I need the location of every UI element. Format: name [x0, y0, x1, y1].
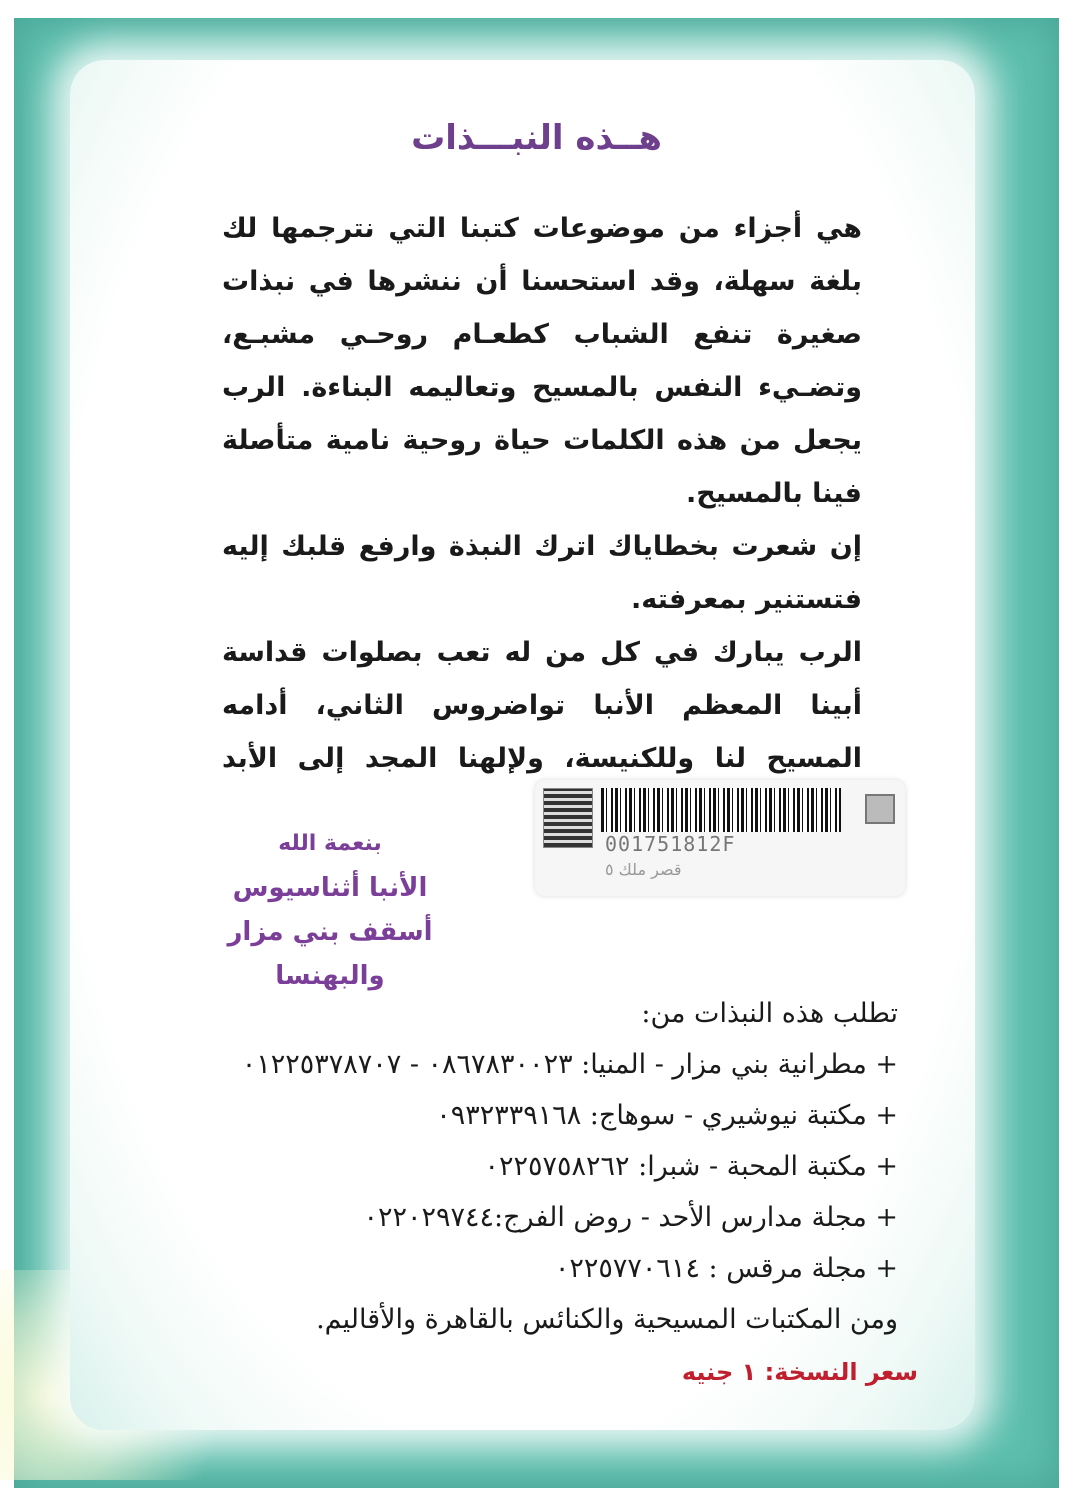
signature-line-2: الأنبا أثناسيوس — [232, 873, 428, 903]
order-item: + مجلة مرقس : ٠٢٢٥٧٧٠٦١٤ — [554, 1253, 898, 1284]
barcode-sticker — [535, 780, 905, 896]
barcode-icon — [601, 788, 841, 832]
sticker-mark-icon — [865, 794, 895, 824]
order-info — [140, 988, 898, 1345]
sticker-label: قصر ملك ٥ — [605, 860, 682, 879]
order-item: + مكتبة المحبة - شبرا: ٠٢٢٥٧٥٨٢٦٢ — [484, 1151, 898, 1182]
signature-line-3: أسقف بني مزار والبهنسا — [227, 917, 433, 991]
barcode-number: 001751812F — [605, 832, 736, 856]
order-item: + مطرانية بني مزار - المنيا: ٠٨٦٧٨٣٠٠٢٣ - ٠١٢٢٥٣٧٨٧٠٧ — [241, 1049, 898, 1080]
page-title: هــذه النبـــذات — [411, 118, 662, 158]
price-label: سعر النسخة: ١ جنيه — [681, 1358, 918, 1386]
signature-line-1: بنعمة الله — [278, 831, 382, 856]
order-heading: تطلب هذه النبذات من: — [641, 998, 898, 1029]
intro-text — [222, 202, 862, 838]
intro-paragraph-1: هي أجزاء من موضوعات كتبنا التي نترجمها لك بلغة سهلة، وقد استحسنا أن ننشرها في نبذات صغيرة تنفع الشباب كطعـام روحـي مشبـع، وتضـيء النفس بالمسيح وتعاليمه البناءة. الرب يجعل من هذه الكلمات حياة روحية نامية متأصلة فينا بالمسيح. — [222, 213, 862, 509]
signature-block — [180, 822, 480, 998]
intro-paragraph-3: الرب يبارك في كل من له تعب بصلوات قداسة أبينا المعظم الأنبا تواضروس الثاني، أدامه المسيح لنا وللكنيسة، ولإلهنا المجد إلى الأبد — [222, 637, 862, 774]
intro-paragraph-2: إن شعرت بخطاياك اترك النبذة وارفع قلبك إليه فتستنير بمعرفته. — [222, 531, 862, 615]
order-item: + مجلة مدارس الأحد - روض الفرج:٠٢٢٠٢٩٧٤٤ — [363, 1202, 898, 1233]
order-footer: ومن المكتبات المسيحية والكنائس بالقاهرة والأقاليم. — [316, 1304, 898, 1335]
sticker-code-box — [543, 788, 593, 848]
order-item: + مكتبة نيوشيري - سوهاج: ٠٩٣٢٣٣٩١٦٨ — [436, 1100, 898, 1131]
